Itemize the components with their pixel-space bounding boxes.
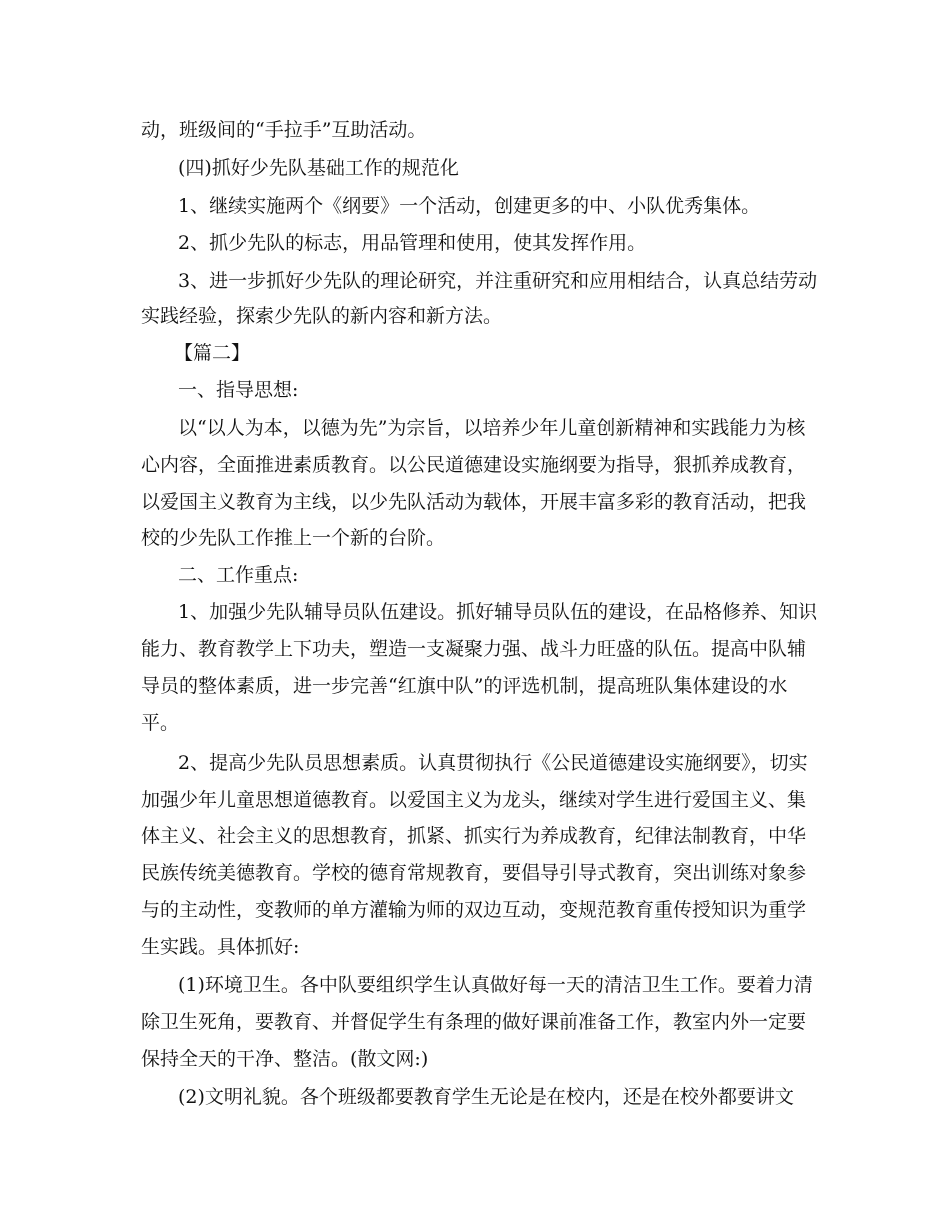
text-line: 实践经验，探索少先队的新内容和新方法。 [141, 305, 503, 327]
section-heading: 一、指导思想: [178, 379, 299, 401]
text-line: 1、加强少先队辅导员队伍建设。抓好辅导员队伍的建设，在品格修养、知识 [178, 601, 818, 623]
text-line: 2、抓少先队的标志，用品管理和使用，使其发挥作用。 [178, 232, 647, 254]
text-line: 除卫生死角，要教育、并督促学生有条理的做好课前准备工作，教室内外一定要 [141, 1011, 807, 1033]
text-line: 导员的整体素质，进一步完善“红旗中队”的评选机制，提高班队集体建设的水 [141, 675, 788, 697]
section-heading: (四)抓好少先队基础工作的规范化 [178, 157, 459, 179]
text-line: 体主义、社会主义的思想教育，抓紧、抓实行为养成教育，纪律法制教育，中华 [141, 825, 807, 847]
text-line: 心内容，全面推进素质教育。以公民道德建设实施纲要为指导，狠抓养成教育， [141, 454, 807, 476]
text-line: 生实践。具体抓好: [141, 936, 300, 958]
text-line: 平。 [141, 712, 180, 734]
text-line: 以爱国主义教育为主线，以少先队活动为载体，开展丰富多彩的教育活动，把我 [141, 491, 807, 513]
text-line: 3、进一步抓好少先队的理论研究，并注重研究和应用相结合，认真总结劳动 [178, 270, 818, 292]
text-line: (2)文明礼貌。各个班级都要教育学生无论是在校内，还是在校外都要讲文 [178, 1086, 794, 1108]
section-heading: 二、工作重点: [178, 564, 299, 586]
text-line: 与的主动性，变教师的单方灌输为师的双边互动，变规范教育重传授知识为重学 [141, 899, 807, 921]
text-line: 以“以人为本，以德为先”为宗旨，以培养少年儿童创新精神和实践能力为核 [178, 417, 806, 439]
text-line: 能力、教育教学上下功夫，塑造一支凝聚力强、战斗力旺盛的队伍。提高中队辅 [141, 638, 807, 660]
part-heading: 【篇二】 [174, 342, 251, 364]
text-line: 校的少先队工作推上一个新的台阶。 [141, 527, 446, 549]
text-line: 1、继续实施两个《纲要》一个活动，创建更多的中、小队优秀集体。 [178, 195, 761, 217]
text-line: (1)环境卫生。各中队要组织学生认真做好每一天的清洁卫生工作。要着力清 [178, 974, 813, 996]
text-line: 民族传统美德教育。学校的德育常规教育，要倡导引导式教育，突出训练对象参 [141, 862, 807, 884]
text-line: 动，班级间的“手拉手”互助活动。 [141, 119, 427, 141]
text-line: 加强少年儿童思想道德教育。以爱国主义为龙头，继续对学生进行爱国主义、集 [141, 789, 807, 811]
text-line: 保持全天的干净、整洁。(散文网:) [141, 1048, 429, 1070]
text-line: 2、提高少先队员思想素质。认真贯彻执行《公民道德建设实施纲要》，切实 [178, 752, 808, 774]
